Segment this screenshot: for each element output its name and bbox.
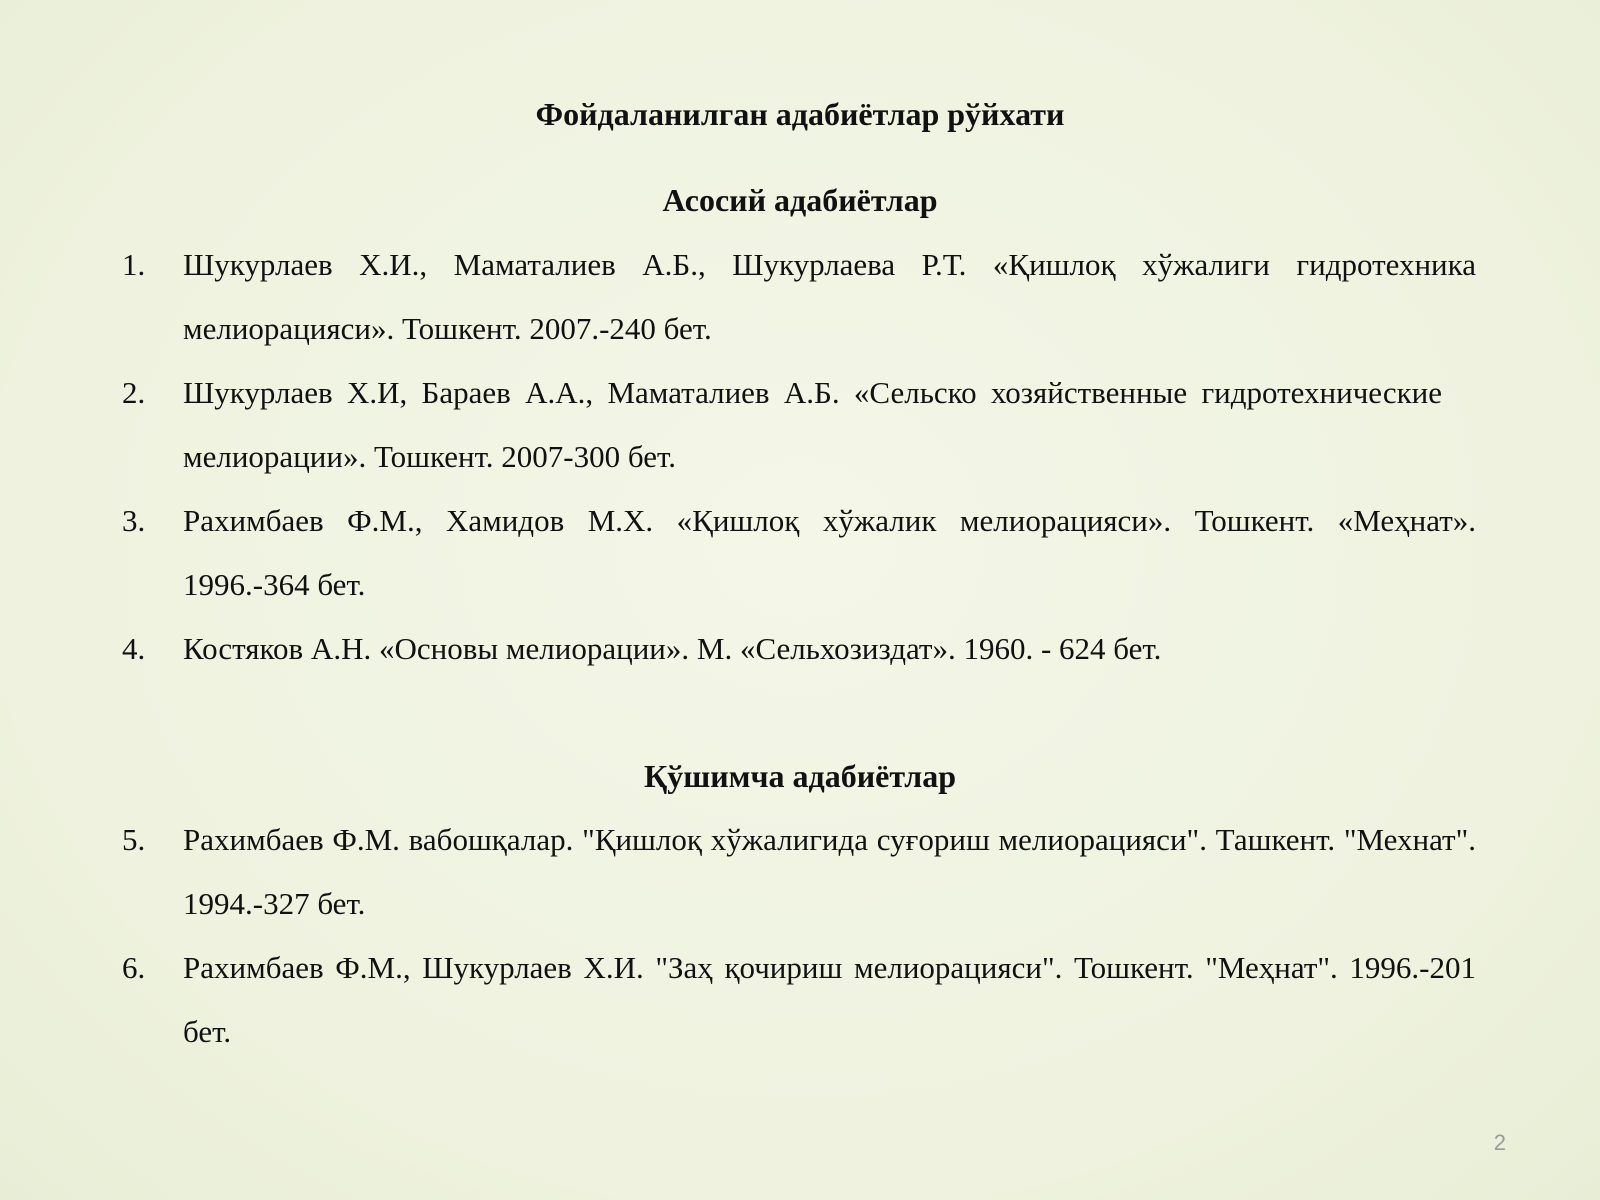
- item-number: 5.: [122, 822, 146, 857]
- reference-list-main: [122, 233, 1476, 681]
- section-heading-additional: Қўшимча адабиётлар: [644, 758, 956, 794]
- section-heading-main: Асосий адабиётлар: [662, 182, 938, 218]
- item-text: Костяков А.Н. «Основы мелиорации». М. «Сельхозиздат». 1960. - 624 бет.: [183, 631, 1162, 666]
- item-text: Рахимбаев Ф.М., Хамидов М.Х. «Қишлоқ хўжалик мелиорацияси». Тошкент. «Меҳнат». 1996.-364 бет.: [183, 503, 1476, 602]
- item-text: Шукурлаев Х.И, Бараев А.А., Маматалиев А.Б. «Сельско хозяйственные гидротехнические мелиорации». Тошкент. 2007-300 бет.: [183, 375, 1442, 474]
- reference-list-additional: [122, 808, 1476, 1064]
- list-item: [122, 233, 1476, 361]
- page-title: Фойдаланилган адабиётлар рўйхати: [535, 96, 1065, 132]
- item-number: 2.: [122, 375, 146, 410]
- page-number: 2: [1493, 1130, 1506, 1155]
- item-number: 1.: [122, 247, 146, 282]
- item-text: Шукурлаев Х.И., Маматалиев А.Б., Шукурлаева Р.Т. «Қишлоқ хўжалиги гидротехника мелиорацияси». Тошкент. 2007.-240 бет.: [183, 247, 1476, 346]
- list-item: [122, 489, 1476, 617]
- list-item: [122, 936, 1476, 1064]
- item-number: 3.: [122, 503, 146, 538]
- list-item: [122, 361, 1476, 489]
- list-item: [122, 808, 1476, 936]
- item-text: Рахимбаев Ф.М. вабошқалар. "Қишлоқ хўжалигида суғориш мелиорацияси". Ташкент. "Мехнат". 1994.-327 бет.: [183, 822, 1476, 921]
- item-number: 6.: [122, 950, 146, 985]
- list-item: [122, 617, 1476, 681]
- item-text: Рахимбаев Ф.М., Шукурлаев Х.И. "Заҳ қочириш мелиорацияси". Тошкент. "Меҳнат". 1996.-201 бет.: [183, 950, 1476, 1049]
- item-number: 4.: [122, 631, 146, 666]
